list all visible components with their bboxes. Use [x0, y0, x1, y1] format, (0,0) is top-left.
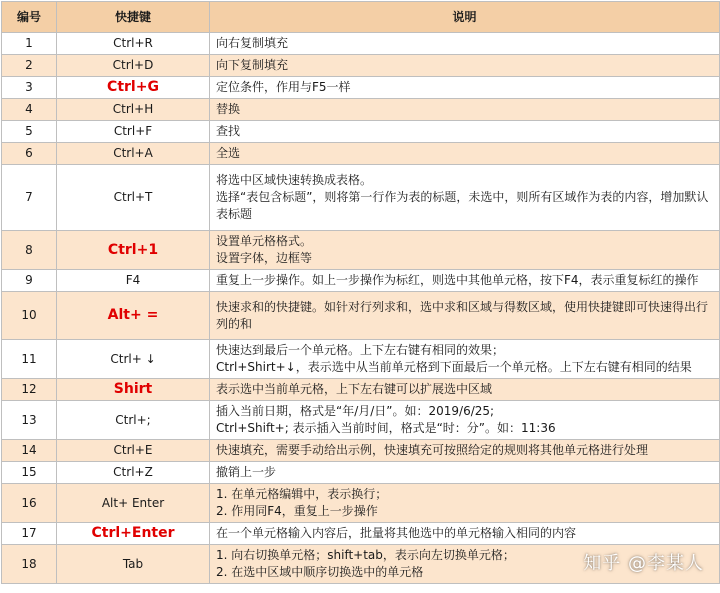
table-row [2, 462, 720, 484]
shortcut-key: Ctrl+A [57, 143, 210, 165]
shortcut-description [210, 231, 720, 270]
shortcut-description [210, 121, 720, 143]
shortcut-description [210, 99, 720, 121]
table-row [2, 379, 720, 401]
description-line: 全选 [216, 146, 241, 160]
shortcut-key: F4 [57, 270, 210, 292]
description-line: 2. 作用同F4，重复上一步操作 [216, 504, 378, 518]
shortcut-key: Ctrl+R [57, 33, 210, 55]
description-line: 快速达到最后一个单元格。上下左右键有相同的效果； [216, 343, 505, 357]
shortcut-key: Ctrl+ ↓ [57, 340, 210, 379]
row-number: 6 [2, 143, 57, 165]
row-number: 18 [2, 545, 57, 584]
shortcut-description [210, 523, 720, 545]
row-number: 2 [2, 55, 57, 77]
shortcut-key: Ctrl+Z [57, 462, 210, 484]
description-line: 选择“表包含标题”，则将第一行作为表的标题，未选中，则所有区域作为表的内容，增加默认表标题 [216, 190, 709, 221]
table-row [2, 401, 720, 440]
description-line: 插入当前日期，格式是“年/月/日”。如：2019/6/25; [216, 404, 495, 418]
table-header-row [2, 2, 720, 33]
shortcut-description [210, 270, 720, 292]
header-description: 说明 [210, 2, 720, 33]
table-row [2, 231, 720, 270]
shortcut-key: Ctrl+E [57, 440, 210, 462]
row-number: 17 [2, 523, 57, 545]
shortcut-description [210, 484, 720, 523]
row-number: 15 [2, 462, 57, 484]
table-row [2, 440, 720, 462]
shortcut-key: Ctrl+G [57, 77, 210, 99]
description-line: 1. 在单元格编辑中，表示换行； [216, 487, 388, 501]
description-line: 设置单元格格式。 [216, 234, 313, 248]
description-line: 将选中区域快速转换成表格。 [216, 173, 373, 187]
shortcut-description [210, 143, 720, 165]
row-number: 12 [2, 379, 57, 401]
shortcut-description [210, 292, 720, 340]
shortcut-description [210, 165, 720, 231]
row-number: 4 [2, 99, 57, 121]
table-row [2, 33, 720, 55]
shortcut-key: Ctrl+D [57, 55, 210, 77]
shortcut-key: Ctrl+; [57, 401, 210, 440]
row-number: 10 [2, 292, 57, 340]
row-number: 3 [2, 77, 57, 99]
shortcut-key: Ctrl+T [57, 165, 210, 231]
shortcut-key: Shirt [57, 379, 210, 401]
shortcut-key: Alt+ = [57, 292, 210, 340]
row-number: 14 [2, 440, 57, 462]
description-line: 快速填充，需要手动给出示例，快速填充可按照给定的规则将其他单元格进行处理 [216, 443, 649, 457]
description-line: 表示选中当前单元格，上下左右键可以扩展选中区域 [216, 382, 493, 396]
description-line: 向右复制填充 [216, 36, 289, 50]
description-line: 在一个单元格输入内容后，批量将其他选中的单元格输入相同的内容 [216, 526, 577, 540]
description-line: 快速求和的快捷键。如针对行列求和，选中求和区域与得数区域，使用快捷键即可快速得出行列的和 [216, 299, 709, 331]
table-row [2, 292, 720, 340]
table-row [2, 99, 720, 121]
description-line: 替换 [216, 102, 241, 116]
row-number: 8 [2, 231, 57, 270]
row-number: 1 [2, 33, 57, 55]
description-line: 撤销上一步 [216, 465, 277, 479]
table-row [2, 340, 720, 379]
header-number: 编号 [2, 2, 57, 33]
shortcut-key: Alt+ Enter [57, 484, 210, 523]
shortcut-description [210, 379, 720, 401]
shortcut-key: Ctrl+1 [57, 231, 210, 270]
table-row [2, 270, 720, 292]
table-body [2, 33, 720, 584]
description-line: 重复上一步操作。如上一步操作为标红，则选中其他单元格，按下F4，表示重复标红的操作 [216, 273, 699, 287]
shortcut-description [210, 401, 720, 440]
shortcut-description [210, 340, 720, 379]
table-row [2, 523, 720, 545]
row-number: 13 [2, 401, 57, 440]
row-number: 9 [2, 270, 57, 292]
table-row [2, 143, 720, 165]
row-number: 7 [2, 165, 57, 231]
table-row [2, 165, 720, 231]
description-line: 向下复制填充 [216, 58, 289, 72]
table-row [2, 55, 720, 77]
description-line: Ctrl+Shift+; 表示插入当前时间，格式是“时：分”。如：11:36 [216, 421, 556, 435]
shortcut-key: Ctrl+Enter [57, 523, 210, 545]
shortcut-key: Tab [57, 545, 210, 584]
description-line: 查找 [216, 124, 241, 138]
shortcut-description [210, 55, 720, 77]
row-number: 5 [2, 121, 57, 143]
shortcut-table [1, 1, 720, 584]
table-row [2, 484, 720, 523]
description-line: 设置字体，边框等 [216, 251, 313, 265]
shortcut-description [210, 77, 720, 99]
row-number: 11 [2, 340, 57, 379]
watermark: 知乎 @李某人 [583, 553, 704, 574]
table-row [2, 121, 720, 143]
header-shortcut: 快捷键 [57, 2, 210, 33]
shortcut-description [210, 462, 720, 484]
table-row [2, 77, 720, 99]
shortcut-description [210, 33, 720, 55]
description-line: Ctrl+Shirt+↓，表示选中从当前单元格到下面最后一个单元格。上下左右键有相同的结果 [216, 360, 692, 374]
shortcut-key: Ctrl+H [57, 99, 210, 121]
description-line: 定位条件，作用与F5一样 [216, 80, 351, 94]
description-line: 2. 在选中区域中顺序切换选中的单元格 [216, 565, 424, 579]
description-line: 1. 向右切换单元格；shift+tab，表示向左切换单元格； [216, 548, 515, 562]
row-number: 16 [2, 484, 57, 523]
shortcut-description [210, 440, 720, 462]
shortcut-key: Ctrl+F [57, 121, 210, 143]
